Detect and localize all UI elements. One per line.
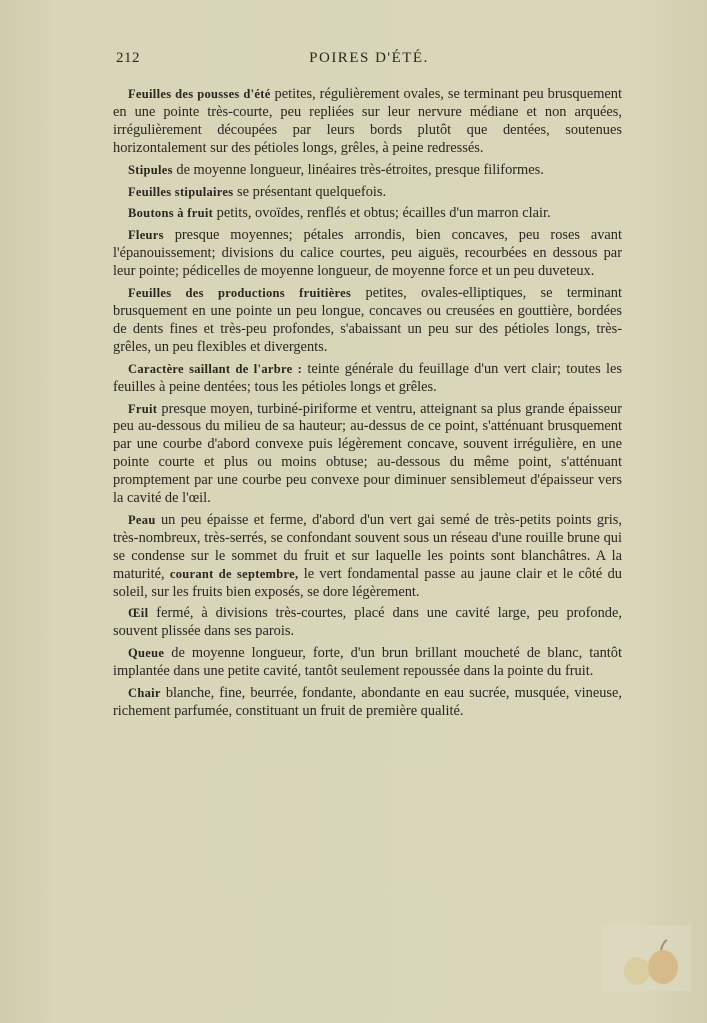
paragraph-chair xyxy=(113,685,622,721)
paragraph-lead: Feuilles des productions fruitières xyxy=(128,286,352,301)
paragraph-fleurs xyxy=(113,227,622,281)
paragraph-text: se présentant quelquefois. xyxy=(233,183,387,200)
paragraph-text: de moyenne longueur, forte, d'un brun brillant moucheté de blanc, tantôt implantée dans une petite cavité, tantôt seulement repoussée dans la pointe du fruit. xyxy=(113,645,622,680)
paragraph-text: blanche, fine, beurrée, fondante, abondante en eau sucrée, musquée, vineuse, richement parfumée, constituant un fruit de première qualité. xyxy=(113,685,622,719)
paragraph-text: presque moyen, turbiné-piriforme et ventru, atteignant sa plus grande épaisseur peu au-dessous du milieu de sa hauteur; au-dessus de ce point, s'atténuant brusquement par une courbe d'abord convexe puis légèrement concave, souvent irrégulière, en une pointe courte et plus ou moins obtuse; au-dessous du même point, s'atténuant promptement par une courbe peu convexe pour diminuer sensiblemeut d'épaisseur vers la cavité de l'œil. xyxy=(113,400,622,507)
paragraph-boutons xyxy=(113,205,622,223)
paragraph-stipules xyxy=(113,162,622,180)
paragraph-peau xyxy=(113,512,622,602)
paragraph-lead: Feuilles des pousses d'été xyxy=(128,87,271,101)
pear-thumbnail-image xyxy=(603,925,691,991)
paragraph-text: petites, ovales-elliptiques, se terminant brusquement en une pointe un peu longue, concaves ou creusées en gouttière, bordées de dents fines et très-peu profondes, s'abaissant un peu sur des pétioles longs, très-grêles, un peu flexibles et divergents. xyxy=(113,285,622,355)
paragraph-feuilles-pousses xyxy=(113,86,622,158)
paragraph-lead: Fleurs xyxy=(128,228,164,243)
paragraph-fruit xyxy=(113,401,622,508)
paragraph-caractere xyxy=(113,361,622,397)
paragraph-emphasis: courant de septembre, xyxy=(169,566,299,581)
paragraph-oeil xyxy=(113,605,622,641)
paragraph-lead: Stipules xyxy=(128,162,173,177)
paragraph-feuilles-productions xyxy=(113,285,622,357)
paragraph-lead: Fruit xyxy=(128,401,158,416)
running-title: POIRES D'ÉTÉ. xyxy=(309,50,429,66)
paragraph-lead: Caractère saillant de l'arbre : xyxy=(128,361,303,376)
paragraph-text: teinte générale du feuillage d'un vert clair; toutes les feuilles à peine dentées; tous les pétioles longs et grêles. xyxy=(113,360,622,395)
paragraph-text: presque moyennes; pétales arrondis, bien concaves, peu roses avant l'épanouissement; divisions du calice courtes, peu aiguës, recourbées en dessous par leur pointe; pédicelles de moyenne longueur, de moyenne force et un peu duveteux. xyxy=(113,227,622,280)
paragraph-text: un peu épaisse et ferme, d'abord d'un vert gai semé de très-petits points gris, très-nombreux, très-serrés, se confondant souvent sous un réseau d'une rouille brune qui se condense sur le sommet du fruit et sur laquelle les points sont blanchâtres. A la maturité, xyxy=(113,511,622,582)
paragraph-lead: Boutons à fruit xyxy=(128,206,214,221)
paragraph-lead: Œil xyxy=(128,606,149,621)
paragraph-queue xyxy=(113,645,622,681)
paragraph-feuilles-stipulaires xyxy=(113,184,622,202)
page-body xyxy=(113,86,622,725)
paragraph-lead: Feuilles stipulaires xyxy=(128,184,234,199)
paragraph-lead: Queue xyxy=(128,646,165,661)
paragraph-text: de moyenne longueur, linéaires très-étroites, presque filiformes. xyxy=(172,161,544,178)
paragraph-lead: Chair xyxy=(128,686,161,701)
paragraph-text: fermé, à divisions très-courtes, placé dans une cavité large, peu profonde, souvent plissée dans ses parois. xyxy=(113,605,622,640)
paragraph-text: petits, ovoïdes, renflés et obtus; écailles d'un marron clair. xyxy=(213,205,551,222)
paragraph-lead: Peau xyxy=(128,512,156,527)
page-header xyxy=(116,50,622,72)
paragraph-text: petites, régulièrement ovales, se terminant peu brusquement en une pointe très-courte, peu repliées sur leur nervure médiane et non arquées, irrégulièrement découpées par leurs bords plutôt que dentées, soutenues horizontalement sur des pétioles longs, grêles, à peine redressés. xyxy=(113,86,622,156)
paragraph-text: le vert fondamental passe au jaune clair et le côté du soleil, sur les fruits bien exposés, se dore légèrement. xyxy=(113,565,622,600)
page-number: 212 xyxy=(116,50,140,66)
